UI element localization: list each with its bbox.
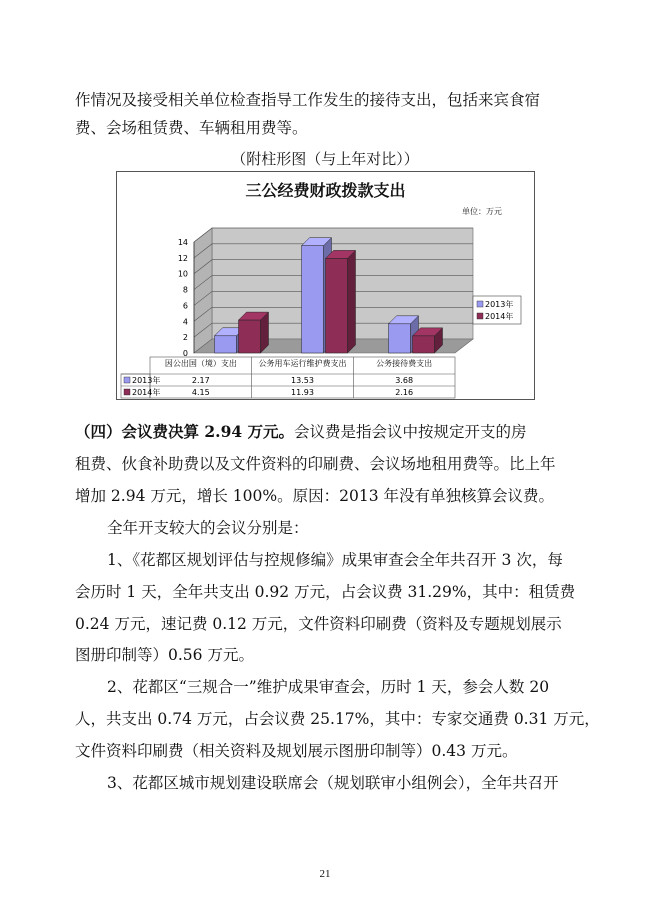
data-value-label: 3.68 <box>395 376 414 385</box>
chart-side-wall <box>194 228 212 353</box>
bar-side <box>348 250 356 353</box>
paragraph-line: 人，共支出 0.74 万元，占会议费 25.17%，其中：专家交通费 0.31 万元， <box>75 710 600 728</box>
data-value-label: 11.93 <box>291 388 314 397</box>
unit-label: 单位：万元 <box>462 207 502 216</box>
table-swatch <box>124 377 130 383</box>
section-4-line <box>75 421 585 443</box>
y-tick-label: 12 <box>177 253 188 263</box>
y-tick-label: 4 <box>182 317 188 327</box>
paragraph-line: 租费、伙食补助费以及文件资料的印刷费、会议场地租用费等。比上年 <box>75 455 556 473</box>
chart-caption: （附柱形图（与上年对比）） <box>231 150 419 168</box>
paragraph-line: 费、会场租赁费、车辆租用费等。 <box>75 119 308 137</box>
y-tick-label: 2 <box>182 333 188 343</box>
paragraph-line: 文件资料印刷费（相关资料及规划展示图册印制等）0.43 万元。 <box>75 742 518 760</box>
legend-label: 2013年 <box>485 300 514 309</box>
y-tick-label: 8 <box>182 285 188 295</box>
y-tick-label: 0 <box>182 349 188 358</box>
data-value-label: 4.15 <box>191 388 210 397</box>
bar-2013 <box>215 336 237 353</box>
table-series-name: 2014年 <box>132 388 161 397</box>
legend-swatch <box>477 301 483 307</box>
category-label: 公务用车运行维护费支出 <box>258 359 347 368</box>
data-value-label: 2.16 <box>395 388 414 397</box>
table-series-name: 2013年 <box>132 376 161 385</box>
paragraph-line: 增加 2.94 万元，增长 100%。原因：2013 年没有单独核算会议费。 <box>75 487 554 505</box>
legend-label: 2014年 <box>485 312 514 321</box>
category-label: 因公出国（境）支出 <box>164 359 237 368</box>
paragraph-line: 0.24 万元，速记费 0.12 万元，文件资料印刷费（资料及专题规划展示 <box>75 615 562 633</box>
y-tick-label: 6 <box>182 301 188 311</box>
bar-chart <box>116 171 535 400</box>
bar-2013 <box>302 246 324 353</box>
chart-title: 三公经费财政拨款支出 <box>245 181 406 200</box>
paragraph-line: 会历时 1 天，全年共支出 0.92 万元，占会议费 31.29%，其中：租赁费 <box>75 583 576 601</box>
section-4-heading: （四）会议费决算 2.94 万元。 <box>75 422 295 441</box>
y-tick-label: 14 <box>177 238 188 247</box>
page-number: 21 <box>319 868 331 880</box>
category-label: 公务接待费支出 <box>376 359 433 368</box>
paragraph-line: 3、花都区城市规划建设联席会（规划联审小组例会），全年共召开 <box>107 774 559 792</box>
paragraph-line: 图册印制等）0.56 万元。 <box>75 646 254 664</box>
bar-2014 <box>326 258 348 353</box>
paragraph-line: 1、《花都区规划评估与控规修编》成果审查会全年共召开 3 次，每 <box>107 551 563 569</box>
paragraph-line: 全年开支较大的会议分别是： <box>107 519 309 537</box>
table-swatch <box>124 389 130 395</box>
section-4-text: 会议费是指会议中按规定开支的房 <box>294 423 527 441</box>
chart-plot <box>117 172 536 401</box>
paragraph-line: 2、花都区“三规合一”维护成果审查会，历时 1 天，参会人数 20 <box>107 678 550 696</box>
data-value-label: 2.17 <box>191 376 210 385</box>
y-tick-label: 10 <box>177 269 188 279</box>
bar-2013 <box>389 324 411 353</box>
bar-2014 <box>413 336 435 353</box>
bar-2014 <box>239 320 261 353</box>
legend-swatch <box>477 313 483 319</box>
data-value-label: 13.53 <box>291 376 314 385</box>
paragraph-line: 作情况及接受相关单位检查指导工作发生的接待支出，包括来宾食宿 <box>75 91 541 109</box>
